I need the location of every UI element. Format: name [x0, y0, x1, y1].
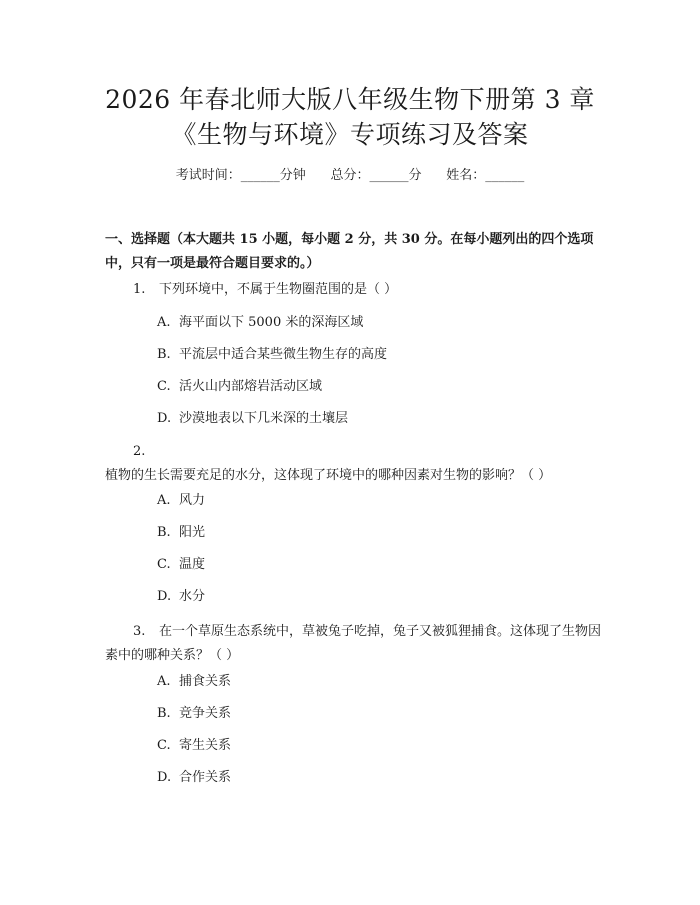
option-text: 海平面以下 5000 米的深海区域 — [179, 315, 364, 330]
option-letter: C. — [157, 379, 171, 394]
exam-info-line: 考试时间：______分钟 总分：______分 姓名：______ — [175, 168, 525, 183]
option-letter: C. — [157, 557, 171, 572]
question-3 — [105, 620, 601, 668]
option-text: 水分 — [179, 589, 206, 604]
option-3b — [157, 704, 231, 724]
option-letter: A. — [157, 493, 171, 508]
option-letter: D. — [157, 770, 172, 785]
option-2a — [157, 491, 205, 511]
option-text: 捕食关系 — [179, 674, 232, 689]
option-1c — [157, 377, 322, 397]
option-1b — [157, 345, 387, 365]
option-text: 风力 — [179, 493, 206, 508]
option-2b — [157, 523, 205, 543]
question-number: 3. — [133, 624, 146, 639]
question-1 — [105, 278, 601, 302]
question-2 — [105, 440, 601, 488]
option-text: 竞争关系 — [179, 706, 232, 721]
document-title-line-1: 2026 年春北师大版八年级生物下册第 3 章 — [105, 85, 595, 114]
option-1a — [157, 313, 363, 333]
document-title-line-2: 《生物与环境》专项练习及答案 — [171, 120, 529, 149]
section-heading: 一、选择题（本大题共 15 小题，每小题 2 分，共 30 分。在每小题列出的四个选项中，只有一项是最符合题目要求的。） — [105, 232, 594, 271]
option-letter: B. — [157, 347, 171, 362]
option-2d — [157, 587, 205, 607]
option-text: 寄生关系 — [179, 738, 232, 753]
question-number: 2. — [133, 444, 146, 459]
option-letter: B. — [157, 525, 171, 540]
option-text: 阳光 — [179, 525, 206, 540]
option-letter: D. — [157, 589, 172, 604]
option-letter: A. — [157, 674, 171, 689]
option-letter: B. — [157, 706, 171, 721]
option-letter: D. — [157, 411, 172, 426]
option-3a — [157, 672, 231, 692]
option-text: 合作关系 — [179, 770, 232, 785]
option-2c — [157, 555, 205, 575]
option-text: 温度 — [179, 557, 206, 572]
question-text: 下列环境中，不属于生物圈范围的是（ ） — [159, 282, 398, 297]
option-text: 平流层中适合某些微生物生存的高度 — [179, 347, 388, 362]
option-letter: C. — [157, 738, 171, 753]
option-text: 活火山内部熔岩活动区域 — [179, 379, 323, 394]
option-text: 沙漠地表以下几米深的土壤层 — [179, 411, 349, 426]
option-3c — [157, 736, 231, 756]
question-number: 1. — [133, 282, 146, 297]
option-1d — [157, 409, 348, 429]
option-letter: A. — [157, 315, 171, 330]
question-text: 在一个草原生态系统中，草被兔子吃掉，兔子又被狐狸捕食。这体现了生物因素中的哪种关系？（ ） — [105, 624, 602, 663]
option-3d — [157, 768, 231, 788]
question-text: 植物的生长需要充足的水分，这体现了环境中的哪种因素对生物的影响？（ ） — [105, 468, 552, 483]
